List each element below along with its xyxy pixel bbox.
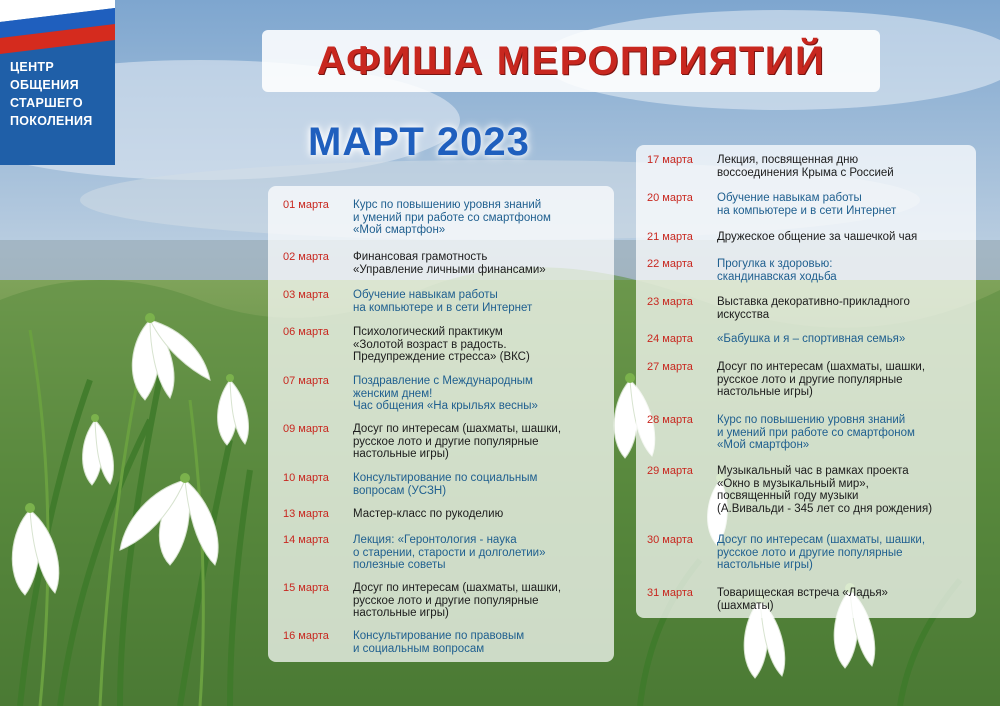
event-date: 24 марта (647, 333, 693, 345)
event-item (647, 587, 888, 612)
event-date: 03 марта (283, 289, 329, 301)
event-title: Мастер-класс по рукоделию (353, 508, 504, 520)
event-title: Досуг по интересам (шахматы, шашки, русское лото и другие популярные настольные игры) (717, 361, 926, 398)
event-item (283, 508, 503, 521)
event-date: 29 марта (647, 465, 693, 477)
event-item (283, 375, 538, 413)
organization-logo (0, 0, 115, 165)
event-date: 01 марта (283, 199, 329, 211)
event-title: Курс по повышению уровня знаний и умений при работе со смартфоном «Мой смартфон» (353, 199, 551, 236)
event-date: 22 марта (647, 258, 693, 270)
event-date: 21 марта (647, 231, 693, 243)
event-date: 13 марта (283, 508, 329, 520)
event-title: Досуг по интересам (шахматы, шашки, русское лото и другие популярные настольные игры) (353, 582, 562, 619)
event-item (647, 333, 905, 346)
event-title: Психологический практикум «Золотой возраст в радость. Предупреждение стресса» (ВКС) (353, 326, 530, 363)
event-item (647, 465, 932, 515)
event-item (647, 296, 910, 321)
russian-flag-icon (0, 0, 115, 55)
page-title: АФИША МЕРОПРИЯТИЙ (316, 38, 826, 83)
event-item (283, 630, 524, 655)
event-item (647, 231, 917, 244)
event-item (283, 251, 546, 276)
event-item (283, 423, 561, 461)
event-item (647, 361, 925, 399)
event-item (647, 414, 915, 452)
event-item (647, 534, 925, 572)
event-item (283, 289, 532, 314)
organization-name (10, 58, 115, 130)
organization-line: ОБЩЕНИЯ (10, 78, 79, 92)
event-date: 20 марта (647, 192, 693, 204)
event-date: 27 марта (647, 361, 693, 373)
event-date: 23 марта (647, 296, 693, 308)
month-heading: МАРТ 2023 (308, 120, 530, 164)
event-date: 09 марта (283, 423, 329, 435)
organization-line: ПОКОЛЕНИЯ (10, 114, 93, 128)
event-title: Консультирование по правовым и социальным вопросам (353, 630, 525, 655)
event-title: Досуг по интересам (шахматы, шашки, русское лото и другие популярные настольные игры) (353, 423, 562, 460)
event-title: Дружеское общение за чашечкой чая (717, 231, 918, 243)
event-title: Прогулка к здоровью: скандинавская ходьба (717, 258, 837, 283)
event-title: Товарищеская встреча «Ладья» (шахматы) (717, 587, 888, 612)
organization-line: СТАРШЕГО (10, 96, 83, 110)
event-title: Лекция: «Геронтология - наука о старении, старости и долголетии» полезные советы (353, 534, 546, 571)
event-title: Поздравление с Международным женским днем! Час общения «На крыльях весны» (353, 375, 538, 412)
event-title: Финансовая грамотность «Управление личными финансами» (353, 251, 546, 276)
event-title: Выставка декоративно-прикладного искусства (717, 296, 910, 321)
event-date: 31 марта (647, 587, 693, 599)
event-date: 28 марта (647, 414, 693, 426)
title-banner (262, 30, 880, 92)
event-item (647, 154, 894, 179)
organization-line: ЦЕНТР (10, 60, 54, 74)
event-item (647, 258, 837, 283)
event-item (283, 199, 551, 237)
event-date: 30 марта (647, 534, 693, 546)
event-date: 10 марта (283, 472, 329, 484)
event-title: Досуг по интересам (шахматы, шашки, русское лото и другие популярные настольные игры) (717, 534, 926, 571)
event-title: «Бабушка и я – спортивная семья» (717, 333, 906, 345)
event-title: Курс по повышению уровня знаний и умений при работе со смартфоном «Мой смартфон» (717, 414, 915, 451)
event-title: Музыкальный час в рамках проекта «Окно в музыкальный мир», посвященный году музыки (А.Вивальди - 345 лет со дня рождения) (717, 465, 933, 515)
event-title: Обучение навыкам работы на компьютере и в сети Интернет (717, 192, 897, 217)
event-title: Консультирование по социальным вопросам (УСЗН) (353, 472, 538, 497)
event-date: 07 марта (283, 375, 329, 387)
event-date: 14 марта (283, 534, 329, 546)
event-date: 16 марта (283, 630, 329, 642)
event-date: 17 марта (647, 154, 693, 166)
event-item (283, 326, 530, 364)
event-date: 15 марта (283, 582, 329, 594)
event-item (283, 582, 561, 620)
event-item (283, 534, 545, 572)
event-item (647, 192, 896, 217)
event-item (283, 472, 537, 497)
event-title: Лекция, посвященная дню воссоединения Крыма с Россией (717, 154, 894, 179)
event-date: 02 марта (283, 251, 329, 263)
event-date: 06 марта (283, 326, 329, 338)
event-title: Обучение навыкам работы на компьютере и в сети Интернет (353, 289, 533, 314)
